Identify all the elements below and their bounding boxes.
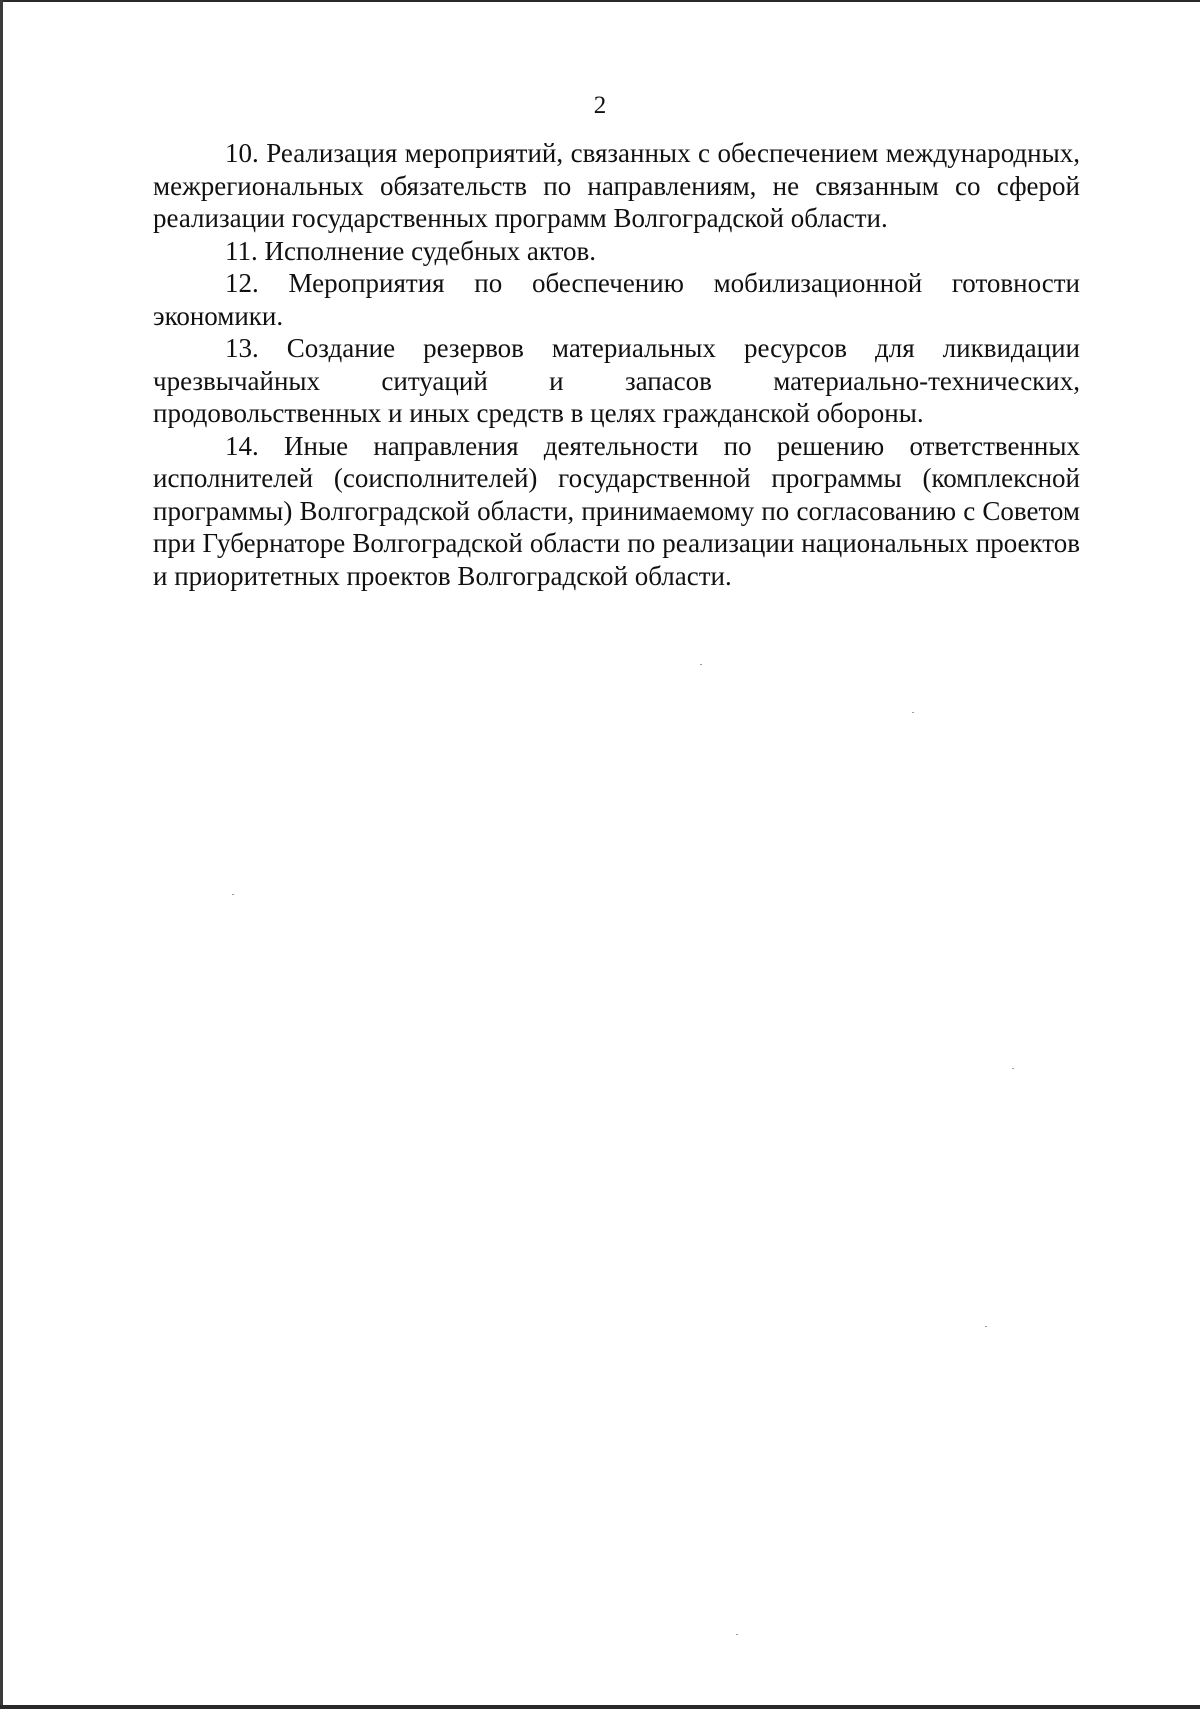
scan-edge-left [0, 0, 3, 1709]
document-body [153, 137, 1080, 592]
paragraph-13: 13. Создание резервов материальных ресурсов для ликвидации чрезвычайных ситуаций и запасов материально-технических, продовольственных и иных средств в целях гражданской обороны. [153, 333, 1080, 428]
page-number: 2 [593, 92, 607, 119]
paragraph-11: 11. Исполнение судебных актов. [225, 235, 597, 266]
scan-speck [232, 894, 234, 895]
paragraph-10: 10. Реализация мероприятий, связанных с обеспечением международных, межрегиональных обязательств по направлениям, не связанным со сферой реализации государственных программ Волгоградской области. [153, 138, 1080, 233]
scan-edge-top [0, 0, 1200, 2]
scan-edge-bottom [0, 1705, 1200, 1709]
paragraph-14: 14. Иные направления деятельности по решению ответственных исполнителей (соисполнителей) государственной программы (комплексной программы) Волгоградской области, принимаемому по согласованию с Советом при Губернаторе Волгоградской области по реализации национальных проектов и приоритетных проектов Волгоградской области. [153, 430, 1080, 591]
paragraph-12: 12. Мероприятия по обеспечению мобилизационной готовности экономики. [153, 268, 1080, 331]
scan-speck [700, 664, 702, 665]
scan-speck [912, 712, 914, 713]
scan-speck [985, 1326, 987, 1327]
scan-speck [736, 1634, 738, 1635]
scan-speck [1012, 1068, 1014, 1069]
